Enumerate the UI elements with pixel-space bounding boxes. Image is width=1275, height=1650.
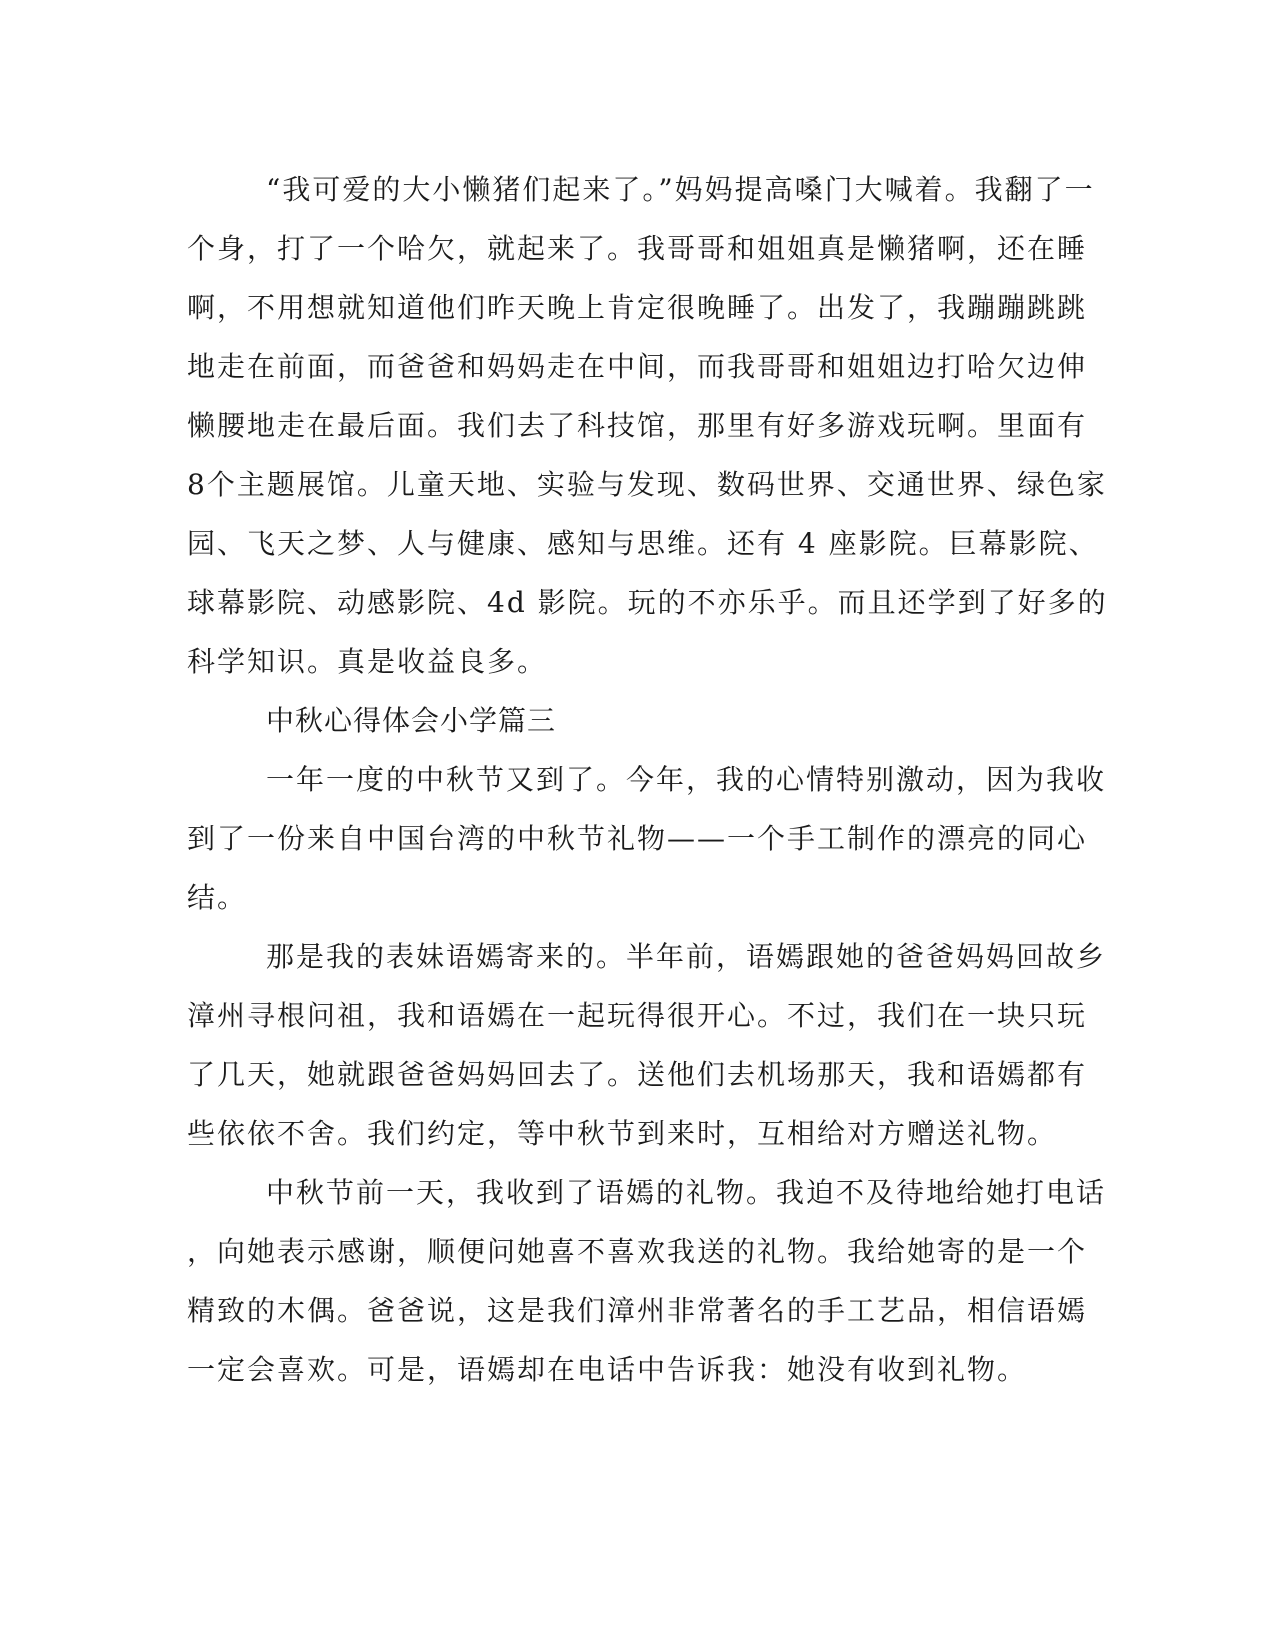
paragraph-line: 结。 [187,881,248,914]
paragraph-line: 一定会喜欢。可是，语嫣却在电话中告诉我：她没有收到礼物。 [187,1353,1028,1386]
paragraph-line: 啊，不用想就知道他们昨天晚上肯定很晚睡了。出发了，我蹦蹦跳跳 [187,291,1088,324]
paragraph-line: 些依依不舍。我们约定，等中秋节到来时，互相给对方赠送礼物。 [187,1117,1058,1150]
paragraph-line: 科学知识。真是收益良多。 [187,645,548,678]
paragraph-line: “我可爱的大小懒猪们起来了。”妈妈提高嗓门大喊着。我翻了一 [266,173,1095,206]
paragraph-line: 地走在前面，而爸爸和妈妈走在中间，而我哥哥和姐姐边打哈欠边伸 [187,350,1088,383]
paragraph-line: ，向她表示感谢，顺便问她喜不喜欢我送的礼物。我给她寄的是一个 [187,1235,1088,1268]
paragraph-line: 8个主题展馆。儿童天地、实验与发现、数码世界、交通世界、绿色家 [187,468,1107,501]
paragraph-line: 个身，打了一个哈欠，就起来了。我哥哥和姐姐真是懒猪啊，还在睡 [187,232,1088,265]
paragraph-line: 那是我的表妹语嫣寄来的。半年前，语嫣跟她的爸爸妈妈回故乡 [266,940,1107,973]
paragraph-line: 到了一份来自中国台湾的中秋节礼物——一个手工制作的漂亮的同心 [187,822,1088,855]
document-body [187,160,1108,1399]
section-heading: 中秋心得体会小学篇三 [266,704,557,737]
paragraph-line: 园、飞天之梦、人与健康、感知与思维。还有 4 座影院。巨幕影院、 [187,527,1099,560]
paragraph-line: 一年一度的中秋节又到了。今年，我的心情特别激动，因为我收 [266,763,1107,796]
paragraph-line: 中秋节前一天，我收到了语嫣的礼物。我迫不及待地给她打电话 [266,1176,1107,1209]
paragraph-line: 懒腰地走在最后面。我们去了科技馆，那里有好多游戏玩啊。里面有 [187,409,1088,442]
paragraph-line: 漳州寻根问祖，我和语嫣在一起玩得很开心。不过，我们在一块只玩 [187,999,1088,1032]
paragraph-line: 球幕影院、动感影院、4d 影院。玩的不亦乐乎。而且还学到了好多的 [187,586,1108,619]
paragraph-line: 了几天，她就跟爸爸妈妈回去了。送他们去机场那天，我和语嫣都有 [187,1058,1088,1091]
paragraph-line: 精致的木偶。爸爸说，这是我们漳州非常著名的手工艺品，相信语嫣 [187,1294,1088,1327]
